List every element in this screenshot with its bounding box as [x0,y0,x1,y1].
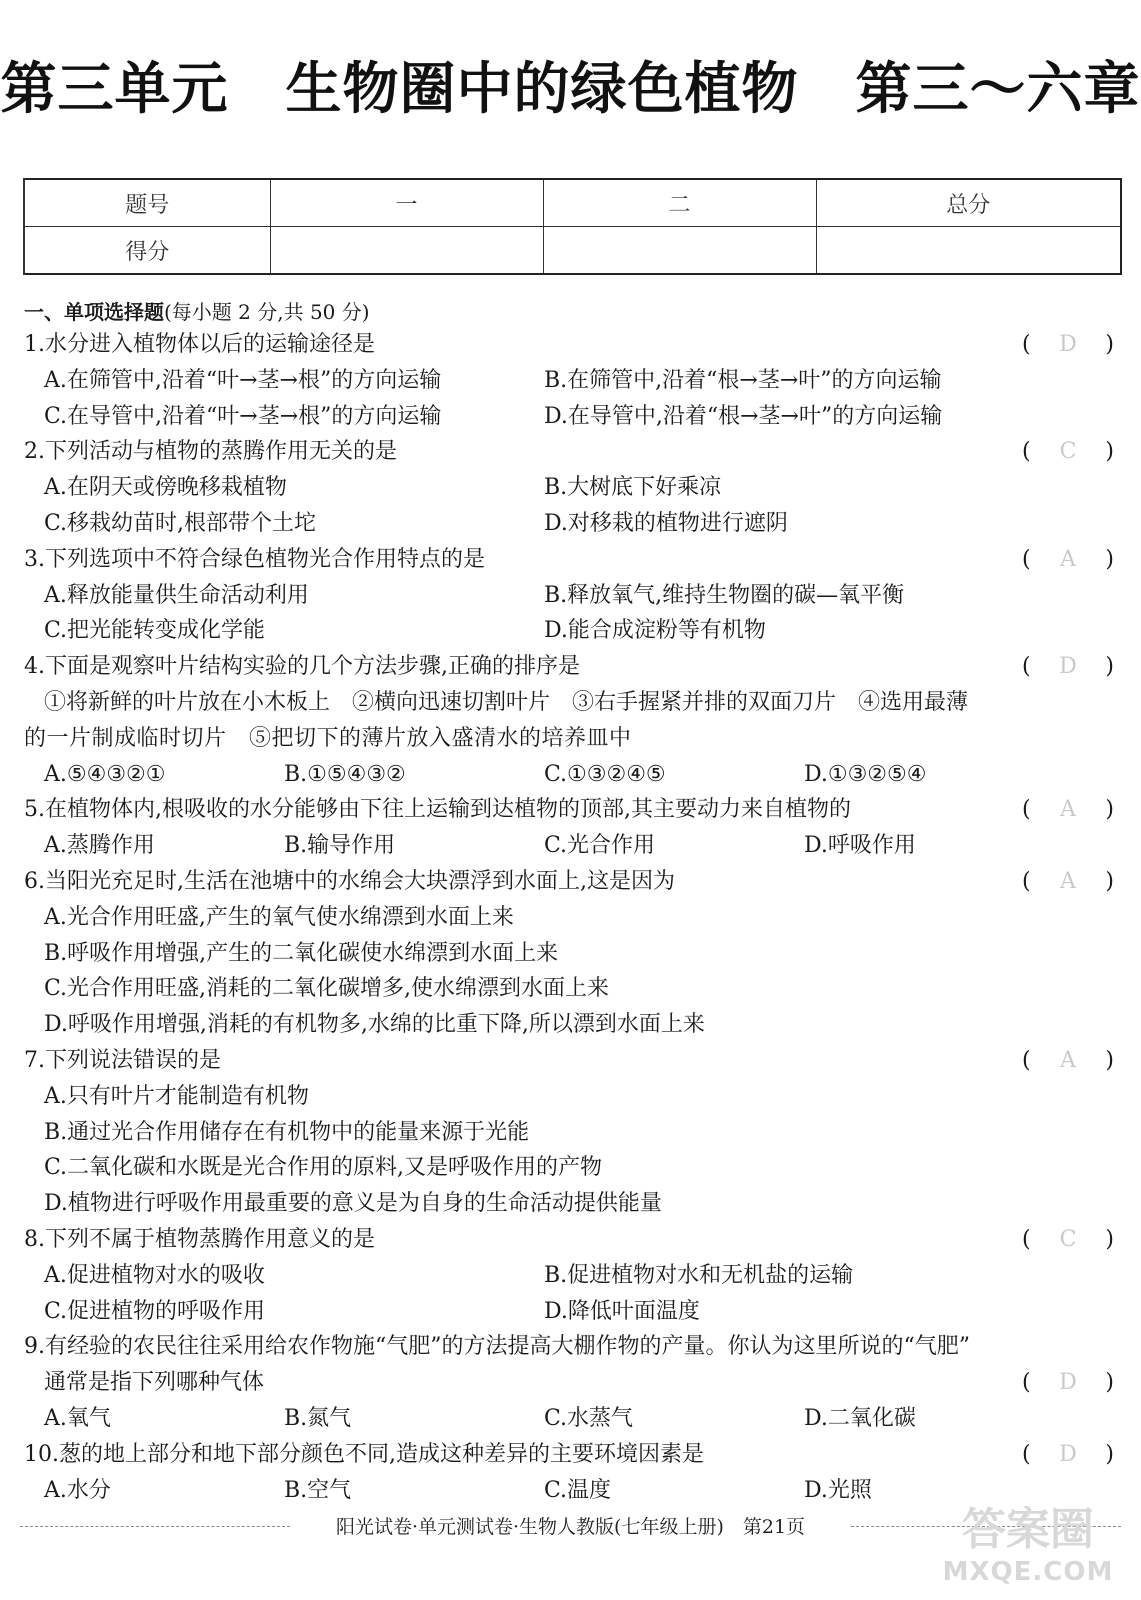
question-stem: 9.有经验的农民往往采用给农作物施“气肥”的方法提高大棚作物的产量。你认为这里所说的“气肥” [24,1334,970,1360]
question-step-line [24,685,1114,721]
question-stem-line [24,327,1114,363]
watermark-main: 答案圈 [962,1504,1094,1555]
question-stem: 5.在植物体内,根吸收的水分能够由下往上运输到达植物的顶部,其主要动力来自植物的 [24,797,851,823]
option-a: A.在阴天或傍晚移栽植物 [44,475,287,501]
option-row [24,1079,1114,1115]
footer-rule-left [20,1526,290,1527]
option-b: B.在筛管中,沿着“根→茎→叶”的方向运输 [544,367,942,393]
question-stem: 6.当阳光充足时,生活在池塘中的水绵会大块漂浮到水面上,这是因为 [24,868,675,894]
option-d: D.降低叶面温度 [544,1298,700,1324]
option-row [24,1150,1114,1186]
question-step-text: ①将新鲜的叶片放在小木板上 ②横向迅速切割叶片 ③右手握紧并排的双面刀片 ④选用最薄 [44,689,969,715]
question-list [24,327,1114,1508]
option-d: D.呼吸作用 [804,833,916,859]
option-c: C.促进植物的呼吸作用 [44,1298,266,1324]
answer-open-paren: ( [1022,868,1031,894]
answer-letter: D [1059,1441,1077,1467]
option-b: B.输导作用 [284,833,396,859]
answer-close-paren: ) [1105,1441,1114,1467]
option-row [24,900,1114,936]
answer-letter: C [1059,1226,1077,1252]
option-b: B.释放氧气,维持生物圈的碳—氧平衡 [544,582,905,608]
answer-letter: A [1060,1047,1076,1073]
option-row [24,470,1114,506]
answer-close-paren: ) [1105,1370,1114,1396]
question-stem-continued: 通常是指下列哪种气体 [44,1370,265,1396]
option-d: D.在导管中,沿着“根→茎→叶”的方向运输 [544,403,943,429]
section-title: 一、单项选择题 [24,300,164,324]
answer-close-paren: ) [1105,1047,1114,1073]
score-table [23,178,1122,275]
option-row [24,363,1114,399]
option-d: D.光照 [804,1477,872,1503]
option-a: A.在筛管中,沿着“叶→茎→根”的方向运输 [44,367,442,393]
score-row-label: 得分 [24,227,270,275]
option-b: B.氮气 [284,1405,352,1431]
question-stem: 2.下列活动与植物的蒸腾作用无关的是 [24,439,397,465]
score-cell-empty [543,227,816,275]
answer-close-paren: ) [1105,654,1114,680]
option-row [24,399,1114,435]
option-c: C.在导管中,沿着“叶→茎→根”的方向运输 [44,403,442,429]
answer-open-paren: ( [1022,1370,1031,1396]
answer-open-paren: ( [1022,654,1031,680]
question-stem-line [24,792,1114,828]
question-stem-line [24,864,1114,900]
option-c: C.光合作用旺盛,消耗的二氧化碳增多,使水绵漂到水面上来 [44,976,610,1002]
footer-text: 阳光试卷·单元测试卷·生物人教版(七年级上册) 第21页 [335,1516,806,1538]
answer-letter: A [1060,546,1076,572]
option-row [24,828,1114,864]
option-row [24,506,1114,542]
answer-open-paren: ( [1022,1226,1031,1252]
question-stem-line [24,1437,1114,1473]
answer-letter: A [1060,797,1076,823]
question-stem-line [24,542,1114,578]
score-header-cell: 题号 [24,179,270,227]
answer-close-paren: ) [1105,868,1114,894]
option-a: A.促进植物对水的吸收 [44,1262,265,1288]
question-stem: 1.水分进入植物体以后的运输途径是 [24,332,375,357]
answer-close-paren: ) [1105,439,1114,465]
option-row [24,1186,1114,1222]
option-d: D.植物进行呼吸作用最重要的意义是为自身的生命活动提供能量 [44,1191,662,1217]
option-row [24,578,1114,614]
section-note: (每小题 2 分,共 50 分) [164,300,370,324]
answer-open-paren: ( [1022,546,1031,572]
answer-letter: D [1059,654,1077,680]
option-b: B.呼吸作用增强,产生的二氧化碳使水绵漂到水面上来 [44,940,559,966]
option-d: D.呼吸作用增强,消耗的有机物多,水绵的比重下降,所以漂到水面上来 [44,1012,705,1038]
option-a: A.只有叶片才能制造有机物 [44,1083,309,1109]
section-heading [24,298,370,326]
option-a: A.蒸腾作用 [44,833,155,859]
option-b: B.①⑤④③② [284,761,406,787]
option-c: C.①③②④⑤ [544,761,666,787]
question-stem-line [24,434,1114,470]
option-b: B.大树底下好乘凉 [544,475,722,501]
option-d: D.能合成淀粉等有机物 [544,618,766,644]
option-b: B.促进植物对水和无机盐的运输 [544,1262,854,1288]
option-c: C.二氧化碳和水既是光合作用的原料,又是呼吸作用的产物 [44,1155,603,1181]
page-title: 第三单元 生物圈中的绿色植物 第三～六章 [0,57,1141,122]
question-stem-line [24,649,1114,685]
option-row [24,971,1114,1007]
answer-open-paren: ( [1022,1047,1031,1073]
score-header-cell: 二 [543,179,816,227]
question-stem-line [24,1222,1114,1258]
option-row [24,1007,1114,1043]
answer-close-paren: ) [1105,332,1114,357]
option-d: D.对移栽的植物进行遮阴 [544,510,788,536]
question-step-text: 的一片制成临时切片 ⑤把切下的薄片放入盛清水的培养皿中 [24,725,632,751]
option-a: A.水分 [44,1477,111,1503]
answer-open-paren: ( [1022,439,1031,465]
option-c: C.移栽幼苗时,根部带个土坨 [44,510,317,536]
option-row [24,1473,1114,1509]
answer-letter: A [1060,868,1076,894]
score-table-score-row [24,227,1121,275]
answer-close-paren: ) [1105,546,1114,572]
option-row [24,1401,1114,1437]
question-stem-line [24,1329,1114,1365]
question-stem: 3.下列选项中不符合绿色植物光合作用特点的是 [24,546,485,572]
option-c: C.把光能转变成化学能 [44,618,266,644]
question-stem-line [24,1043,1114,1079]
option-row [24,1294,1114,1330]
score-table-header-row [24,179,1121,227]
answer-open-paren: ( [1022,332,1031,357]
answer-letter: D [1059,1370,1077,1396]
option-a: A.⑤④③②① [44,761,166,787]
score-cell-empty [816,227,1121,275]
question-stem: 10.葱的地上部分和地下部分颜色不同,造成这种差异的主要环境因素是 [24,1441,704,1467]
option-c: C.水蒸气 [544,1405,634,1431]
option-row [24,757,1114,793]
score-cell-empty [270,227,543,275]
question-stem: 8.下列不属于植物蒸腾作用意义的是 [24,1226,375,1252]
score-header-cell: 总分 [816,179,1121,227]
option-row [24,1258,1114,1294]
option-b: B.空气 [284,1477,352,1503]
answer-letter: C [1059,439,1077,465]
answer-close-paren: ) [1105,1226,1114,1252]
score-header-cell: 一 [270,179,543,227]
answer-letter: D [1059,332,1077,357]
watermark-sub: MXQE.COM [942,1557,1114,1587]
option-row [24,1115,1114,1151]
question-stem-line [24,1365,1114,1401]
option-row [24,613,1114,649]
option-a: A.氧气 [44,1405,111,1431]
option-c: C.光合作用 [544,833,656,859]
option-b: B.通过光合作用储存在有机物中的能量来源于光能 [44,1119,530,1145]
question-stem: 7.下列说法错误的是 [24,1047,221,1073]
answer-open-paren: ( [1022,1441,1031,1467]
option-row [24,936,1114,972]
watermark-logo [923,1504,1133,1594]
option-a: A.释放能量供生命活动利用 [44,582,309,608]
question-stem: 4.下面是观察叶片结构实验的几个方法步骤,正确的排序是 [24,654,580,680]
option-d: D.①③②⑤④ [804,761,927,787]
option-a: A.光合作用旺盛,产生的氧气使水绵漂到水面上来 [44,904,514,930]
answer-close-paren: ) [1105,797,1114,823]
option-d: D.二氧化碳 [804,1405,916,1431]
answer-open-paren: ( [1022,797,1031,823]
option-c: C.温度 [544,1477,612,1503]
question-step-line [24,721,1114,757]
